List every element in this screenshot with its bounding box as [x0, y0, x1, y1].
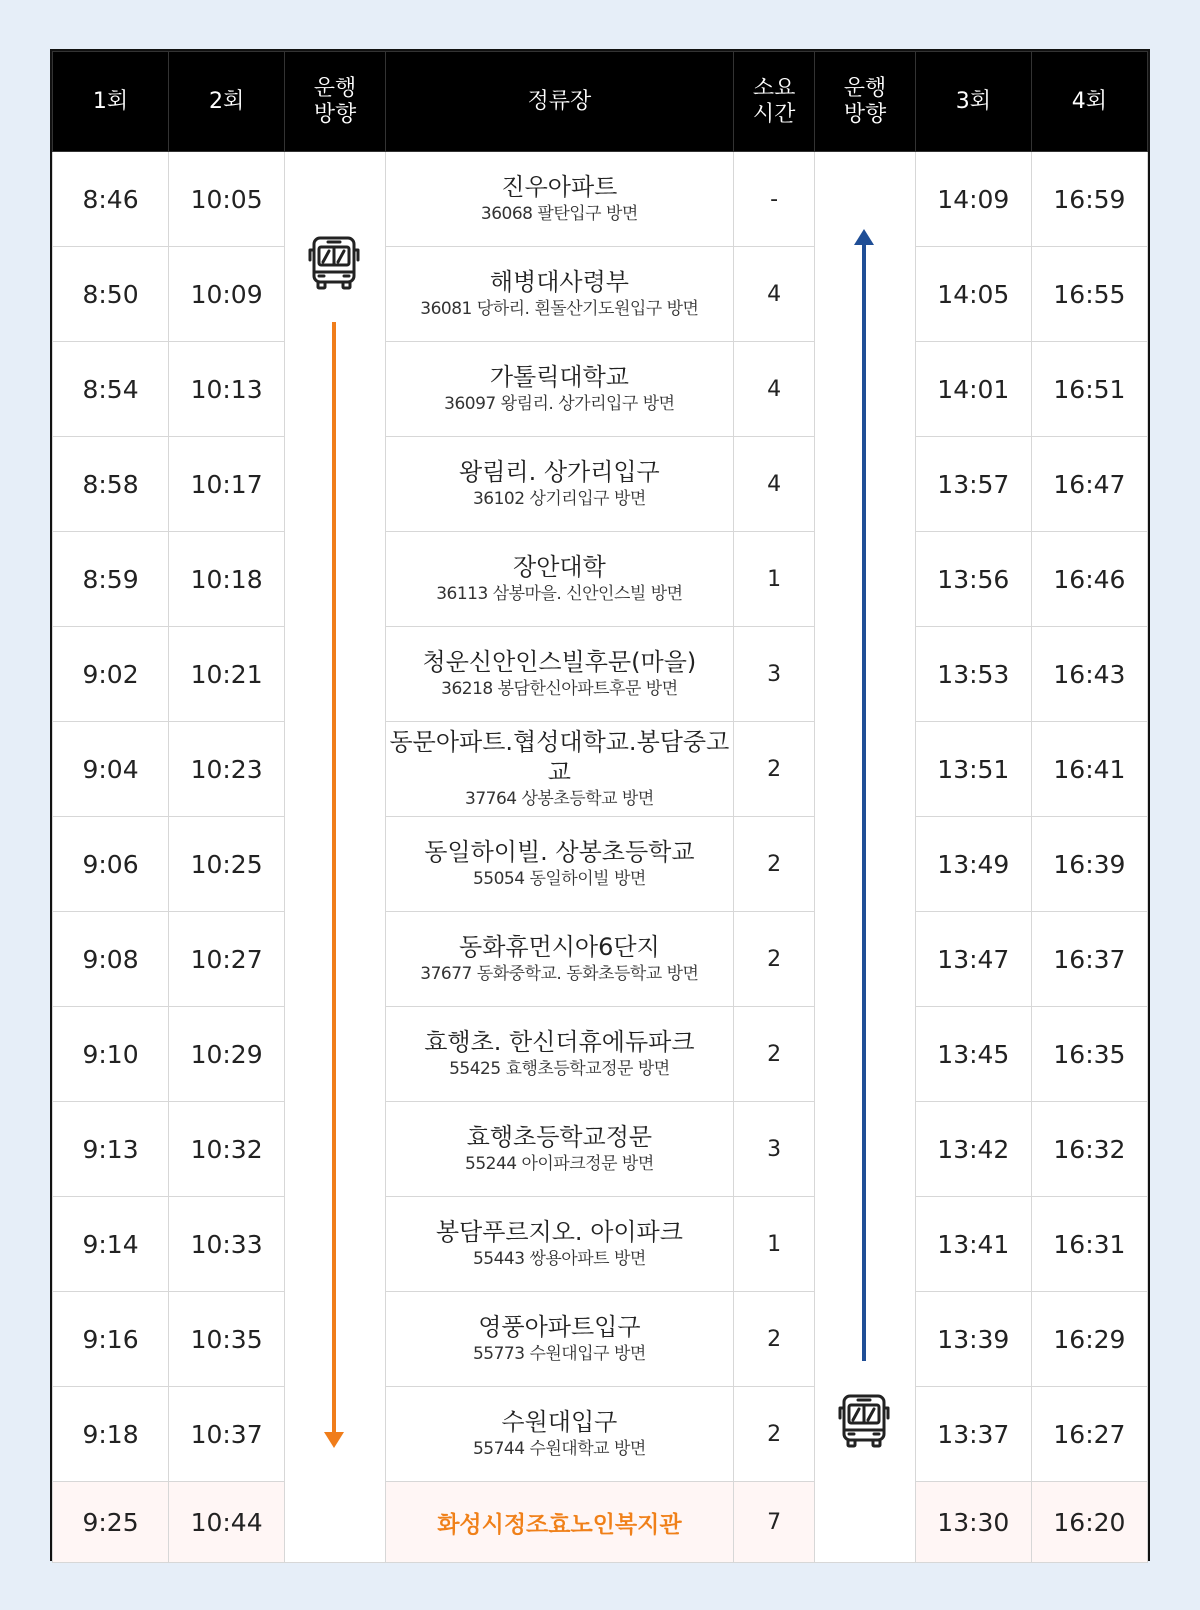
header-dir-out-line2: 방향 [313, 101, 357, 127]
table-row [53, 817, 1148, 912]
stop-name: 효행초. 한신더휴에듀파크 [424, 1028, 695, 1056]
stop-cell [385, 1102, 733, 1197]
run1-time: 9:13 [53, 1102, 169, 1197]
run1-time: 9:02 [53, 627, 169, 722]
inbound-direction-graphic [815, 152, 915, 1562]
run3-time: 14:05 [915, 247, 1031, 342]
run3-time: 13:45 [915, 1007, 1031, 1102]
stop-cell [385, 1292, 733, 1387]
run2-time: 10:17 [169, 437, 285, 532]
timetable-frame [50, 49, 1150, 1561]
stop-name: 영풍아파트입구 [478, 1313, 641, 1341]
stop-id-direction: 55054 동일하이빌 방면 [472, 869, 646, 889]
run3-time: 13:37 [915, 1387, 1031, 1482]
run4-time: 16:46 [1031, 532, 1147, 627]
run4-time: 16:32 [1031, 1102, 1147, 1197]
table-row [53, 247, 1148, 342]
up-arrow-icon [854, 229, 874, 245]
run4-time: 16:37 [1031, 912, 1147, 1007]
header-duration-line1: 소요 [752, 75, 796, 101]
table-row [53, 1197, 1148, 1292]
run4-time: 16:29 [1031, 1292, 1147, 1387]
stop-name: 봉담푸르지오. 아이파크 [435, 1218, 683, 1246]
stop-id-direction: 55744 수원대학교 방면 [472, 1439, 646, 1459]
run3-time: 13:56 [915, 532, 1031, 627]
bus-icon [303, 232, 365, 294]
outbound-direction-graphic [285, 152, 385, 1562]
stop-cell [385, 152, 733, 247]
outbound-arrow-line [332, 322, 336, 1434]
stop-id-direction: 55773 수원대입구 방면 [472, 1344, 646, 1364]
run4-time: 16:43 [1031, 627, 1147, 722]
table-row [53, 912, 1148, 1007]
run1-time: 9:18 [53, 1387, 169, 1482]
duration-minutes: 4 [734, 342, 815, 437]
run1-time: 9:14 [53, 1197, 169, 1292]
outbound-direction-cell [285, 152, 386, 1563]
stop-name: 왕림리. 상가리입구 [459, 458, 660, 486]
run3-time: 13:39 [915, 1292, 1031, 1387]
run4-time: 16:27 [1031, 1387, 1147, 1482]
duration-minutes: 3 [734, 627, 815, 722]
run1-time: 9:04 [53, 722, 169, 817]
run1-time: 8:54 [53, 342, 169, 437]
run3-time: 13:41 [915, 1197, 1031, 1292]
duration-minutes: 2 [734, 817, 815, 912]
stop-id-direction: 36097 왕림리. 상가리입구 방면 [444, 394, 675, 414]
table-row [53, 1292, 1148, 1387]
stop-name: 진우아파트 [501, 173, 618, 201]
table-row [53, 1387, 1148, 1482]
duration-minutes: 1 [734, 532, 815, 627]
bus-timetable [52, 51, 1148, 1563]
run2-time: 10:21 [169, 627, 285, 722]
stop-id-direction: 36113 삼봉마을. 신안인스빌 방면 [436, 584, 683, 604]
run3-time: 13:47 [915, 912, 1031, 1007]
table-row [53, 1007, 1148, 1102]
run2-time: 10:05 [169, 152, 285, 247]
final-stop-name: 화성시정조효노인복지관 [437, 1511, 682, 1538]
stop-id-direction: 37764 상봉초등학교 방면 [465, 789, 654, 809]
run3-time: 13:49 [915, 817, 1031, 912]
run3-time: 13:53 [915, 627, 1031, 722]
table-row [53, 437, 1148, 532]
stop-name: 동문아파트.협성대학교.봉담중고교 [389, 728, 730, 786]
table-row [53, 1102, 1148, 1197]
bus-icon [833, 1390, 895, 1452]
duration-minutes: - [734, 152, 815, 247]
duration-minutes: 1 [734, 1197, 815, 1292]
run2-time: 10:33 [169, 1197, 285, 1292]
run2-time: 10:27 [169, 912, 285, 1007]
duration-minutes: 7 [734, 1482, 815, 1563]
run1-time: 9:16 [53, 1292, 169, 1387]
stop-id-direction: 36102 상기리입구 방면 [472, 489, 646, 509]
stop-cell [385, 627, 733, 722]
header-direction-in [815, 52, 916, 152]
down-arrow-icon [324, 1432, 344, 1448]
run2-time: 10:35 [169, 1292, 285, 1387]
stop-cell [385, 1007, 733, 1102]
stop-name: 청운신안인스빌후문(마을) [422, 648, 697, 676]
table-row [53, 342, 1148, 437]
header-stop: 정류장 [385, 52, 733, 152]
duration-minutes: 4 [734, 437, 815, 532]
duration-minutes: 2 [734, 1292, 815, 1387]
stop-name: 동화휴먼시아6단지 [459, 933, 660, 961]
run1-time: 9:10 [53, 1007, 169, 1102]
stop-cell [385, 342, 733, 437]
stop-name: 해병대사령부 [489, 268, 629, 296]
stop-cell [385, 247, 733, 342]
header-direction-out [285, 52, 386, 152]
run2-time: 10:25 [169, 817, 285, 912]
run4-time: 16:35 [1031, 1007, 1147, 1102]
run3-time: 13:30 [915, 1482, 1031, 1563]
stop-name: 동일하이빌. 상봉초등학교 [424, 838, 695, 866]
stop-cell [385, 912, 733, 1007]
run1-time: 9:06 [53, 817, 169, 912]
duration-minutes: 4 [734, 247, 815, 342]
stop-id-direction: 37677 동화중학교. 동화초등학교 방면 [420, 964, 699, 984]
run4-time: 16:47 [1031, 437, 1147, 532]
stop-name: 수원대입구 [501, 1408, 618, 1436]
run2-time: 10:29 [169, 1007, 285, 1102]
table-row [53, 532, 1148, 627]
header-run2: 2회 [169, 52, 285, 152]
run4-time: 16:51 [1031, 342, 1147, 437]
header-dir-in-line1: 운행 [843, 75, 887, 101]
header-run3: 3회 [915, 52, 1031, 152]
stop-cell [385, 1197, 733, 1292]
run3-time: 13:51 [915, 722, 1031, 817]
run2-time: 10:37 [169, 1387, 285, 1482]
run2-time: 10:23 [169, 722, 285, 817]
inbound-direction-cell [815, 152, 916, 1563]
run4-time: 16:20 [1031, 1482, 1147, 1563]
stop-name: 효행초등학교정문 [466, 1123, 653, 1151]
run3-time: 13:42 [915, 1102, 1031, 1197]
header-row [53, 52, 1148, 152]
stop-id-direction: 36081 당하리. 흰돌산기도원입구 방면 [420, 299, 699, 319]
run3-time: 13:57 [915, 437, 1031, 532]
duration-minutes: 3 [734, 1102, 815, 1197]
stop-cell [385, 437, 733, 532]
run4-time: 16:31 [1031, 1197, 1147, 1292]
table-row [53, 627, 1148, 722]
run1-time: 8:59 [53, 532, 169, 627]
stop-cell [385, 1482, 733, 1563]
table-row [53, 152, 1148, 247]
header-duration-line2: 시간 [752, 101, 796, 127]
duration-minutes: 2 [734, 1387, 815, 1482]
run1-time: 8:46 [53, 152, 169, 247]
run4-time: 16:41 [1031, 722, 1147, 817]
run1-time: 9:08 [53, 912, 169, 1007]
run4-time: 16:39 [1031, 817, 1147, 912]
stop-id-direction: 55244 아이파크정문 방면 [465, 1154, 654, 1174]
header-dir-out-line1: 운행 [313, 75, 357, 101]
stop-cell [385, 817, 733, 912]
duration-minutes: 2 [734, 1007, 815, 1102]
run4-time: 16:59 [1031, 152, 1147, 247]
run2-time: 10:09 [169, 247, 285, 342]
stop-name: 장안대학 [513, 553, 606, 581]
run3-time: 14:01 [915, 342, 1031, 437]
header-run1: 1회 [53, 52, 169, 152]
run2-time: 10:32 [169, 1102, 285, 1197]
run1-time: 8:50 [53, 247, 169, 342]
header-run4: 4회 [1031, 52, 1147, 152]
stop-id-direction: 55425 효행초등학교정문 방면 [449, 1059, 670, 1079]
header-duration [734, 52, 815, 152]
stop-cell [385, 722, 733, 817]
table-row [53, 722, 1148, 817]
run1-time: 8:58 [53, 437, 169, 532]
stop-id-direction: 36218 봉담한신아파트후문 방면 [441, 679, 678, 699]
final-stop-row [53, 1482, 1148, 1563]
run2-time: 10:44 [169, 1482, 285, 1563]
inbound-arrow-line [862, 244, 866, 1361]
run3-time: 14:09 [915, 152, 1031, 247]
stop-id-direction: 36068 팔탄입구 방면 [480, 204, 638, 224]
header-dir-in-line2: 방향 [843, 101, 887, 127]
run4-time: 16:55 [1031, 247, 1147, 342]
duration-minutes: 2 [734, 722, 815, 817]
stop-name: 가톨릭대학교 [489, 363, 629, 391]
duration-minutes: 2 [734, 912, 815, 1007]
run2-time: 10:13 [169, 342, 285, 437]
stop-id-direction: 55443 쌍용아파트 방면 [472, 1249, 646, 1269]
run2-time: 10:18 [169, 532, 285, 627]
run1-time: 9:25 [53, 1482, 169, 1563]
stop-cell [385, 1387, 733, 1482]
stop-cell [385, 532, 733, 627]
